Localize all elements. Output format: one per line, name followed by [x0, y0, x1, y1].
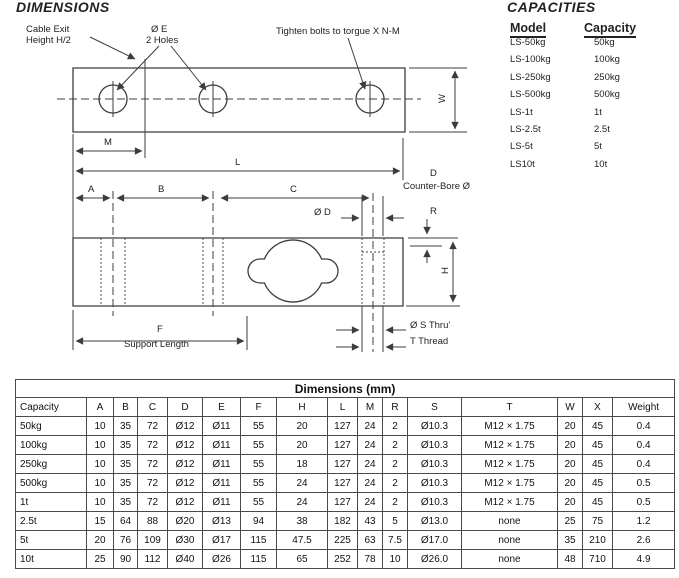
dims-cell: Ø26.0 [408, 550, 462, 569]
cable-exit-label-line2: Height H/2 [26, 35, 71, 46]
dims-cell: 72 [138, 493, 168, 512]
dims-cell: 43 [358, 512, 383, 531]
dims-cell: M12 × 1.75 [462, 436, 558, 455]
dims-cell: Ø26 [203, 550, 241, 569]
dims-column-header: A [87, 398, 114, 417]
dims-cell: none [462, 512, 558, 531]
dims-cell: 10 [87, 455, 114, 474]
dims-column-header: Capacity [16, 398, 87, 417]
dims-cell: 20 [277, 436, 328, 455]
dims-cell: Ø11 [203, 436, 241, 455]
capacity-model: LS-500kg [510, 89, 551, 101]
r-dim-label: R [430, 206, 437, 217]
m-dim-label: M [104, 137, 112, 148]
capacity-value: 10t [594, 158, 608, 170]
dims-cell: 252 [328, 550, 358, 569]
dims-cell-capacity: 250kg [16, 455, 87, 474]
dims-cell: Ø11 [203, 455, 241, 474]
hole-d-dim-label: Ø D [314, 207, 331, 218]
dimensions-section-title: DIMENSIONS [16, 0, 110, 15]
capacity-model: LS-5t [510, 141, 533, 153]
dims-cell: 109 [138, 531, 168, 550]
a-dim-label: A [88, 184, 95, 195]
dims-cell: 55 [241, 474, 277, 493]
capacity-column-header: Capacity [584, 21, 636, 38]
f-dim-label: F [157, 324, 163, 335]
dims-cell: Ø12 [168, 417, 203, 436]
dims-cell: 2.6 [613, 531, 675, 550]
dims-cell: 24 [277, 474, 328, 493]
dims-cell: 45 [583, 417, 613, 436]
dims-cell: 127 [328, 493, 358, 512]
dims-cell: 38 [277, 512, 328, 531]
dims-cell: 182 [328, 512, 358, 531]
dims-cell: 72 [138, 474, 168, 493]
dims-cell: M12 × 1.75 [462, 493, 558, 512]
s-thru-label: Ø S Thru' [410, 320, 451, 331]
dims-cell: 7.5 [383, 531, 408, 550]
capacity-model: LS-50kg [510, 37, 546, 48]
dims-cell: 127 [328, 474, 358, 493]
dims-cell-capacity: 500kg [16, 474, 87, 493]
counterbore-label-line2: Counter-Bore Ø [403, 181, 471, 192]
dims-cell: 0.5 [613, 493, 675, 512]
dims-cell: 10 [383, 550, 408, 569]
dims-cell: 710 [583, 550, 613, 569]
c-dim-label: C [290, 184, 297, 195]
capacity-model: LS-1t [510, 106, 533, 118]
dims-cell: 48 [558, 550, 583, 569]
dims-cell: Ø12 [168, 493, 203, 512]
l-dim-label: L [235, 157, 241, 168]
dims-cell: 47.5 [277, 531, 328, 550]
dims-cell: 2 [383, 455, 408, 474]
dims-cell: 20 [87, 531, 114, 550]
dims-cell: 0.4 [613, 417, 675, 436]
capacity-model: LS-250kg [510, 71, 551, 83]
b-dim-label: B [158, 184, 165, 195]
dims-column-header: R [383, 398, 408, 417]
dims-cell: 24 [358, 493, 383, 512]
dims-column-header: E [203, 398, 241, 417]
dims-cell: 20 [558, 417, 583, 436]
dims-cell: Ø10.3 [408, 474, 462, 493]
dims-cell: 72 [138, 455, 168, 474]
capacity-model: LS-2.5t [510, 123, 541, 135]
capacity-value: 5t [594, 141, 602, 153]
dims-cell: 35 [114, 493, 138, 512]
model-column-header: Model [510, 21, 546, 38]
dims-cell-capacity: 100kg [16, 436, 87, 455]
dims-cell: M12 × 1.75 [462, 455, 558, 474]
cable-exit-label-line1: Cable Exit [26, 24, 70, 35]
dims-cell: Ø13.0 [408, 512, 462, 531]
capacities-section-title: CAPACITIES [507, 0, 596, 15]
dims-cell: Ø12 [168, 455, 203, 474]
support-length-label: Support Length [124, 339, 189, 350]
dims-cell: 55 [241, 493, 277, 512]
dims-cell: 2 [383, 474, 408, 493]
capacity-model: LS-100kg [510, 54, 551, 66]
dims-cell: 72 [138, 436, 168, 455]
dims-cell: Ø11 [203, 417, 241, 436]
dims-cell-capacity: 1t [16, 493, 87, 512]
dims-cell: 2 [383, 417, 408, 436]
dims-cell: Ø17.0 [408, 531, 462, 550]
capacity-value: 250kg [594, 71, 620, 83]
capacity-value: 1t [594, 106, 602, 118]
t-thread-label: T Thread [410, 336, 449, 347]
dims-cell: 35 [114, 436, 138, 455]
dims-cell: 20 [558, 455, 583, 474]
dims-table-row [16, 531, 675, 550]
dims-cell: Ø40 [168, 550, 203, 569]
dims-cell: 24 [358, 436, 383, 455]
dims-cell: none [462, 550, 558, 569]
dims-column-header: L [328, 398, 358, 417]
dims-cell: 55 [241, 436, 277, 455]
dims-cell: 20 [558, 493, 583, 512]
dims-cell: 2 [383, 493, 408, 512]
dims-cell: 1.2 [613, 512, 675, 531]
dims-cell: 2 [383, 436, 408, 455]
dims-cell: 18 [277, 455, 328, 474]
dims-cell: 88 [138, 512, 168, 531]
dims-cell: 4.9 [613, 550, 675, 569]
dims-cell: Ø13 [203, 512, 241, 531]
dims-cell: 45 [583, 436, 613, 455]
hole-diameter-label-line2: 2 Holes [146, 35, 179, 46]
dims-cell: 10 [87, 436, 114, 455]
dims-cell: 76 [114, 531, 138, 550]
capacity-model: LS10t [510, 158, 535, 170]
dims-column-header: Weight [613, 398, 675, 417]
dims-cell: 24 [358, 474, 383, 493]
dims-cell: 64 [114, 512, 138, 531]
dims-cell: 75 [583, 512, 613, 531]
dims-cell: Ø12 [168, 436, 203, 455]
dims-cell: 115 [241, 531, 277, 550]
dims-cell: M12 × 1.75 [462, 417, 558, 436]
dims-cell: 45 [583, 455, 613, 474]
dims-cell: 63 [358, 531, 383, 550]
dims-cell: 94 [241, 512, 277, 531]
dims-cell: 0.5 [613, 474, 675, 493]
dims-cell: Ø10.3 [408, 417, 462, 436]
dims-cell: 127 [328, 417, 358, 436]
dims-table-row [16, 455, 675, 474]
dims-table-row [16, 474, 675, 493]
dims-cell: 210 [583, 531, 613, 550]
dims-column-header: S [408, 398, 462, 417]
capacity-value: 100kg [594, 54, 620, 66]
capacity-value: 50kg [594, 37, 615, 48]
dims-column-header: T [462, 398, 558, 417]
dims-cell: 20 [558, 436, 583, 455]
counterbore-label-line1: D [430, 168, 437, 179]
dims-cell: Ø11 [203, 474, 241, 493]
dims-cell: 72 [138, 417, 168, 436]
dims-cell: 10 [87, 417, 114, 436]
dims-cell-capacity: 5t [16, 531, 87, 550]
dims-table-title: Dimensions (mm) [16, 380, 675, 398]
dims-cell: Ø30 [168, 531, 203, 550]
dims-cell: 25 [87, 550, 114, 569]
dims-cell: 90 [114, 550, 138, 569]
dims-cell: 10 [87, 493, 114, 512]
dims-cell: 20 [277, 417, 328, 436]
dims-cell: Ø12 [168, 474, 203, 493]
dims-cell: 225 [328, 531, 358, 550]
dims-cell: 45 [583, 474, 613, 493]
dims-column-header: M [358, 398, 383, 417]
dims-table-row [16, 512, 675, 531]
dims-cell: 35 [558, 531, 583, 550]
dims-cell: none [462, 531, 558, 550]
dims-cell: 24 [358, 417, 383, 436]
dims-table-row [16, 493, 675, 512]
dims-cell: Ø11 [203, 493, 241, 512]
dims-cell: 35 [114, 455, 138, 474]
dims-cell-capacity: 2.5t [16, 512, 87, 531]
dims-cell: Ø10.3 [408, 455, 462, 474]
dims-column-header: D [168, 398, 203, 417]
dims-cell: Ø20 [168, 512, 203, 531]
dims-table-row [16, 436, 675, 455]
dims-cell: 127 [328, 455, 358, 474]
dims-cell: 65 [277, 550, 328, 569]
dims-cell-capacity: 50kg [16, 417, 87, 436]
dims-column-header: H [277, 398, 328, 417]
dims-cell: 55 [241, 417, 277, 436]
dims-cell: 0.4 [613, 436, 675, 455]
dims-cell: 24 [358, 455, 383, 474]
dims-cell: 78 [358, 550, 383, 569]
dims-cell: Ø17 [203, 531, 241, 550]
dims-cell: 25 [558, 512, 583, 531]
dims-table-row [16, 417, 675, 436]
dims-cell: 112 [138, 550, 168, 569]
torque-note-label: Tighten bolts to torgue X N-M [276, 26, 400, 37]
capacity-value: 2.5t [594, 123, 610, 135]
dims-cell: 0.4 [613, 455, 675, 474]
dims-cell: 115 [241, 550, 277, 569]
dims-cell: 10 [87, 474, 114, 493]
h-dim-label: H [439, 267, 451, 274]
w-dim-label: W [436, 94, 448, 103]
dims-cell: Ø10.3 [408, 493, 462, 512]
capacity-value: 500kg [594, 89, 620, 101]
dims-column-header: W [558, 398, 583, 417]
dimensions-table [15, 379, 675, 569]
dims-cell: 127 [328, 436, 358, 455]
dims-cell: 35 [114, 474, 138, 493]
dims-column-header: F [241, 398, 277, 417]
dims-cell: 45 [583, 493, 613, 512]
capacities-rows [510, 37, 620, 176]
dims-column-header: X [583, 398, 613, 417]
dims-cell: M12 × 1.75 [462, 474, 558, 493]
dims-column-header: B [114, 398, 138, 417]
dims-cell: 55 [241, 455, 277, 474]
hole-diameter-label-line1: Ø E [151, 24, 168, 35]
dims-column-header: C [138, 398, 168, 417]
dims-cell-capacity: 10t [16, 550, 87, 569]
dims-cell: Ø10.3 [408, 436, 462, 455]
dims-cell: 15 [87, 512, 114, 531]
dims-cell: 20 [558, 474, 583, 493]
dims-cell: 35 [114, 417, 138, 436]
dims-cell: 5 [383, 512, 408, 531]
dims-table-row [16, 550, 675, 569]
dims-cell: 24 [277, 493, 328, 512]
